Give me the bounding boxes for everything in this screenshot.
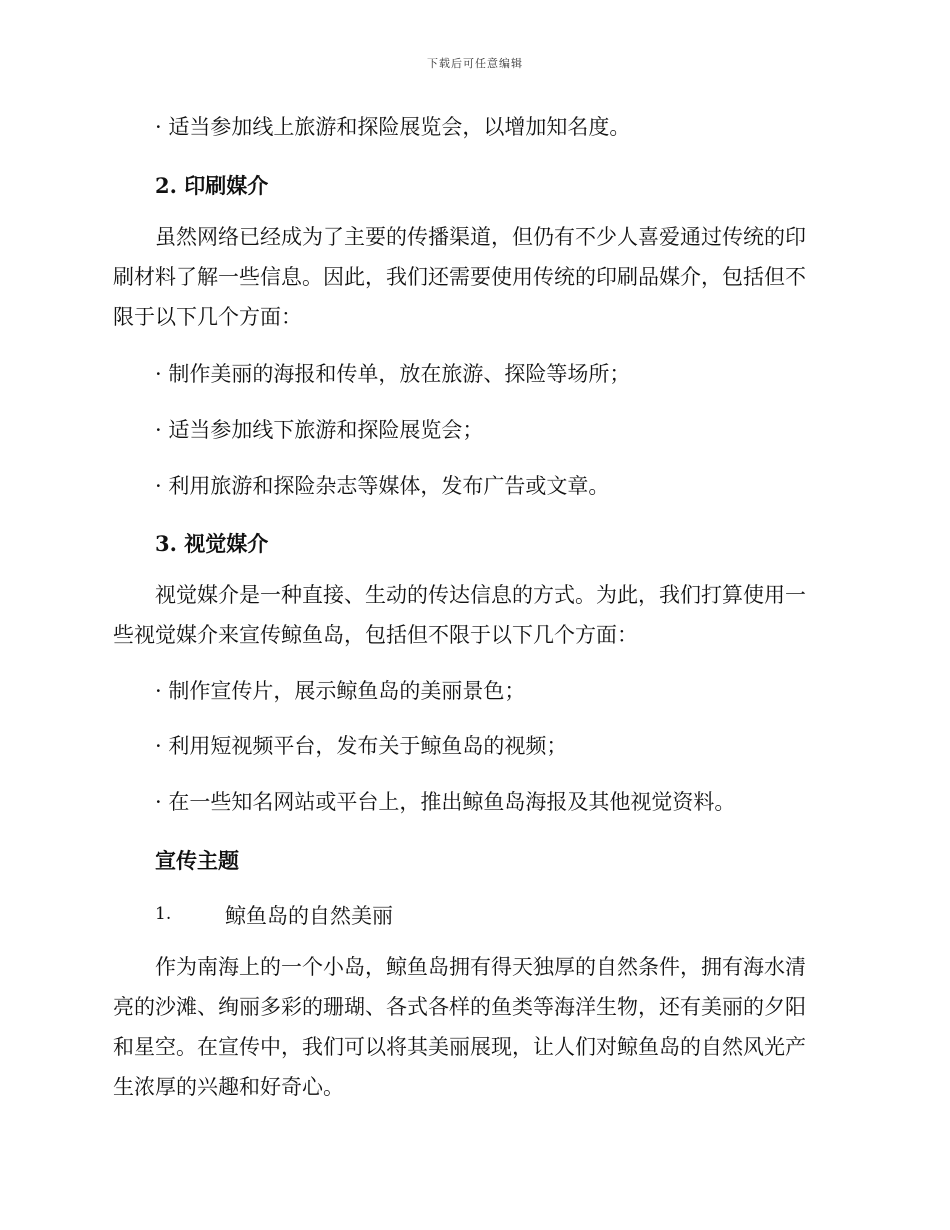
heading-visual-media: 3. 视觉媒介 [155, 531, 269, 556]
page-header-note: 下载后可任意编辑 [427, 57, 523, 70]
visual-bullet-1: · 制作宣传片，展示鲸鱼岛的美丽景色； [155, 679, 526, 703]
para-visual-line-1: 视觉媒介是一种直接、生动的传达信息的方式。为此，我们打算使用一 [155, 583, 806, 607]
print-bullet-3: · 利用旅游和探险杂志等媒体，发布广告或文章。 [155, 474, 610, 498]
para-theme-line-2: 亮的沙滩、绚丽多彩的珊瑚、各式各样的鱼类等海洋生物，还有美丽的夕阳 [113, 995, 806, 1019]
para-theme-line-3: 和星空。在宣传中，我们可以将其美丽展现，让人们对鲸鱼岛的自然风光产 [113, 1035, 806, 1059]
para-visual-line-2: 些视觉媒介来宣传鲸鱼岛，包括但不限于以下几个方面： [113, 623, 638, 647]
heading-promo-theme: 宣传主题 [155, 848, 239, 873]
bullet-online-expo: · 适当参加线上旅游和探险展览会，以增加知名度。 [155, 115, 631, 139]
para-print-line-1: 虽然网络已经成为了主要的传播渠道，但仍有不少人喜爱通过传统的印 [155, 225, 806, 249]
para-print-line-2: 刷材料了解一些信息。因此，我们还需要使用传统的印刷品媒介，包括但不 [113, 265, 806, 289]
heading-print-media: 2. 印刷媒介 [155, 173, 269, 198]
para-theme-line-4: 生浓厚的兴趣和好奇心。 [113, 1075, 344, 1099]
visual-bullet-2: · 利用短视频平台，发布关于鲸鱼岛的视频； [155, 734, 568, 758]
print-bullet-1: · 制作美丽的海报和传单，放在旅游、探险等场所； [155, 362, 631, 386]
theme-item-text: 鲸鱼岛的自然美丽 [225, 904, 393, 928]
para-theme-line-1: 作为南海上的一个小岛，鲸鱼岛拥有得天独厚的自然条件，拥有海水清 [155, 955, 806, 979]
theme-item-number: 1. [155, 904, 172, 924]
visual-bullet-3: · 在一些知名网站或平台上，推出鲸鱼岛海报及其他视觉资料。 [155, 790, 736, 814]
para-print-line-3: 限于以下几个方面： [113, 305, 302, 329]
print-bullet-2: · 适当参加线下旅游和探险展览会； [155, 418, 484, 442]
